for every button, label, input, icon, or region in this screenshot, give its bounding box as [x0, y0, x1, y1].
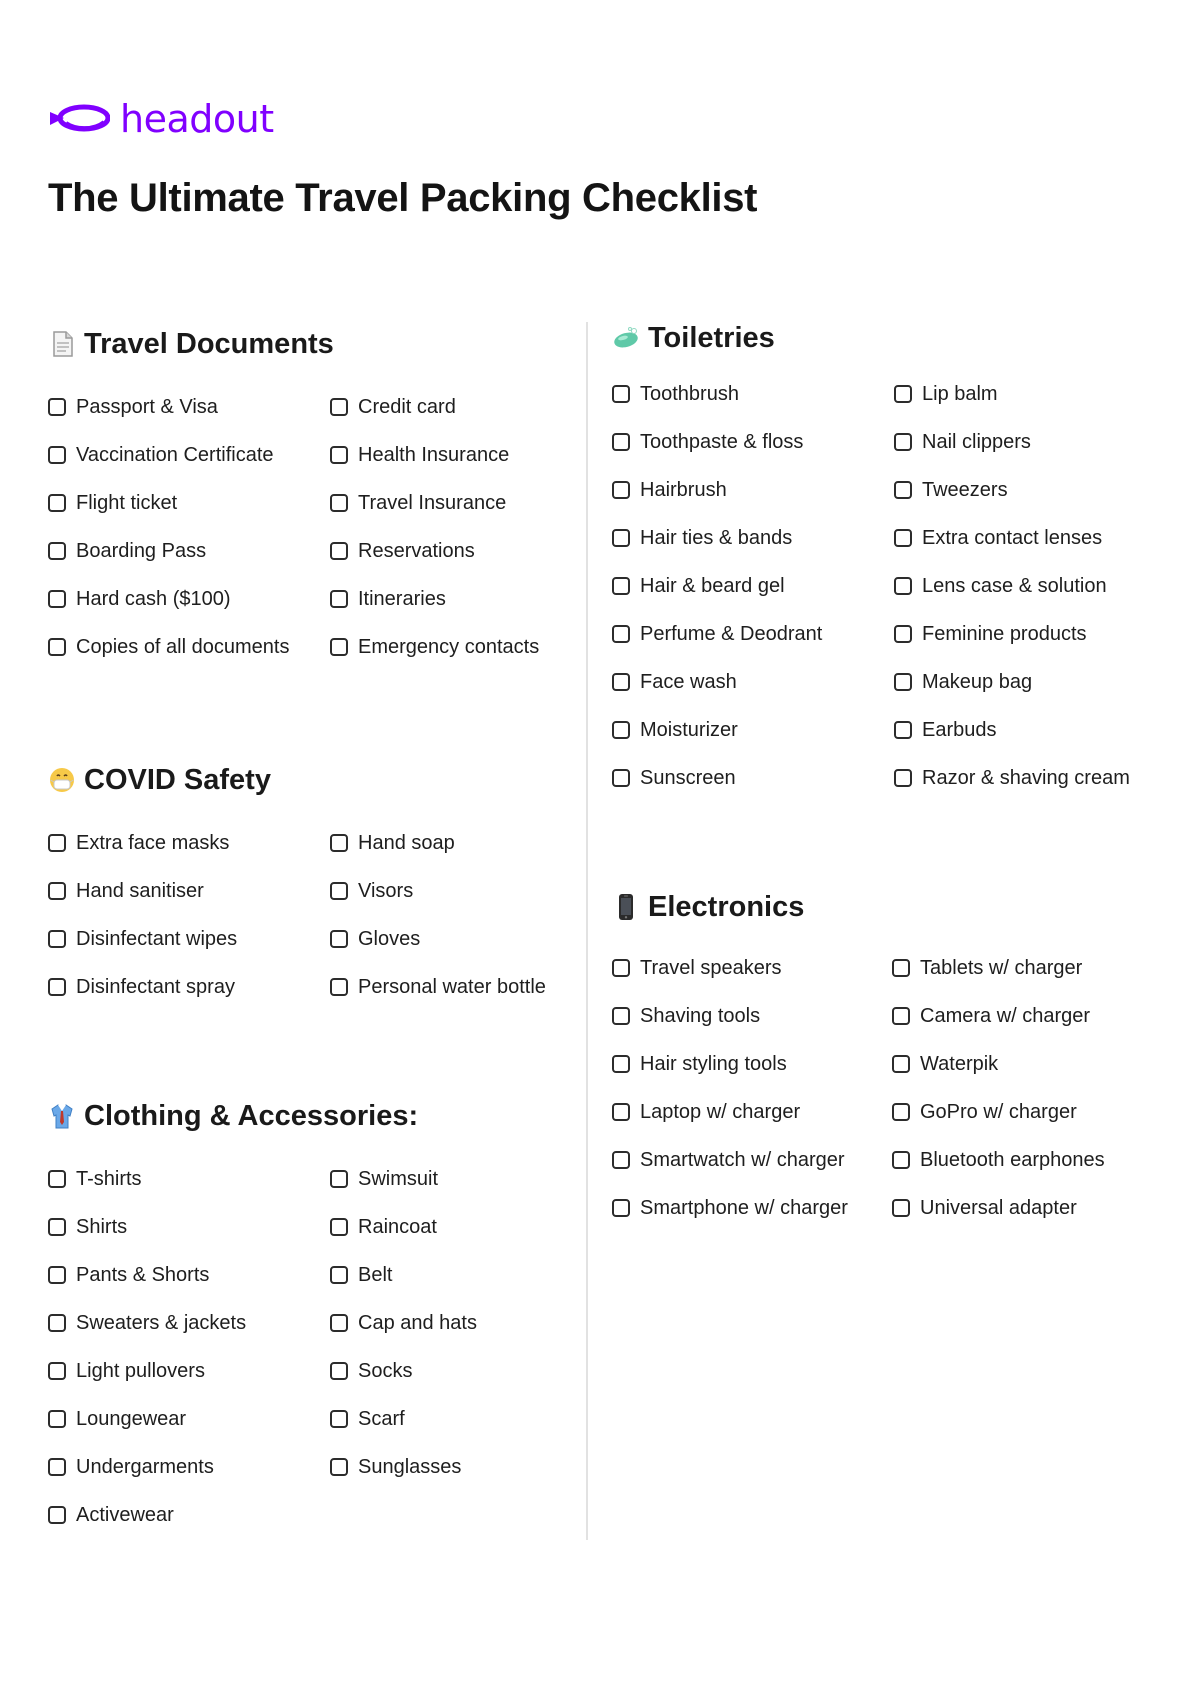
checklist-item[interactable] [330, 1310, 477, 1336]
item-label: Bluetooth earphones [920, 1149, 1105, 1171]
item-label: Gloves [358, 928, 421, 950]
checklist-item[interactable] [330, 926, 420, 952]
item-label: Sunglasses [358, 1456, 462, 1478]
checklist-item[interactable] [894, 573, 1107, 599]
checklist-item[interactable] [894, 381, 998, 407]
item-label: Activewear [76, 1504, 174, 1526]
checklist-item[interactable] [330, 1454, 461, 1480]
checklist-item[interactable] [892, 1003, 1090, 1029]
checklist-item[interactable] [892, 1195, 1077, 1221]
checklist-item[interactable] [330, 1358, 412, 1384]
checkbox[interactable] [612, 385, 630, 403]
checkbox[interactable] [48, 1458, 66, 1476]
item-label: Reservations [358, 540, 475, 562]
checklist-item[interactable] [612, 381, 739, 407]
section-toiletries [612, 316, 1130, 789]
shirt-tie-icon [48, 1102, 76, 1130]
checkbox[interactable] [892, 1055, 910, 1073]
item-label: Belt [358, 1264, 393, 1286]
checkbox[interactable] [612, 625, 630, 643]
item-label: Camera w/ charger [920, 1005, 1091, 1027]
item-label: Pants & Shorts [76, 1264, 210, 1286]
checklist-item[interactable] [892, 1051, 998, 1077]
checklist-item[interactable] [892, 955, 1082, 981]
checklist-item[interactable] [894, 621, 1087, 647]
checkbox[interactable] [330, 1314, 348, 1332]
item-label: Credit card [358, 396, 456, 418]
checkbox[interactable] [330, 930, 348, 948]
checkbox[interactable] [330, 978, 348, 996]
checkbox[interactable] [892, 959, 910, 977]
checklist-item[interactable] [894, 717, 997, 743]
checklist-item[interactable] [894, 525, 1102, 551]
checkbox[interactable] [48, 1170, 66, 1188]
item-label: Shaving tools [640, 1005, 761, 1027]
checkbox[interactable] [330, 494, 348, 512]
item-label: Makeup bag [922, 671, 1033, 693]
face-mask-icon [48, 766, 76, 794]
item-label: Tweezers [922, 479, 1008, 501]
checklist-item[interactable] [612, 717, 738, 743]
item-label: Swimsuit [358, 1168, 439, 1190]
item-label: Undergarments [76, 1456, 214, 1478]
item-label: Passport & Visa [76, 396, 218, 418]
checkbox[interactable] [330, 1458, 348, 1476]
checkbox[interactable] [48, 638, 66, 656]
checklist-item[interactable] [48, 1406, 186, 1432]
item-label: Tablets w/ charger [920, 957, 1083, 979]
checklist-item[interactable] [48, 1358, 205, 1384]
checklist-item[interactable] [330, 830, 455, 856]
section-header [612, 885, 804, 929]
checkbox[interactable] [48, 1314, 66, 1332]
item-label: Hair ties & bands [640, 527, 793, 549]
checklist-item[interactable] [48, 1262, 209, 1288]
checklist-item[interactable] [330, 538, 475, 564]
checklist-item[interactable] [48, 1310, 246, 1336]
checklist-item[interactable] [48, 830, 229, 856]
section-electronics [612, 885, 1105, 1219]
checkbox[interactable] [612, 1007, 630, 1025]
checklist-item[interactable] [892, 1147, 1105, 1173]
section-covid-safety [48, 758, 546, 998]
checklist-item[interactable] [330, 1166, 438, 1192]
section-title: Travel Documents [84, 327, 334, 360]
checklist-item[interactable] [330, 1406, 405, 1432]
checkbox[interactable] [612, 481, 630, 499]
checklist-item[interactable] [330, 974, 546, 1000]
checklist-item[interactable] [48, 926, 237, 952]
checklist-item[interactable] [48, 1214, 127, 1240]
section-header [612, 316, 775, 360]
item-label: Health Insurance [358, 444, 510, 466]
item-label: Flight ticket [76, 492, 178, 514]
checkbox[interactable] [894, 433, 912, 451]
item-label: Lip balm [922, 383, 998, 405]
checkbox[interactable] [612, 529, 630, 547]
checkbox[interactable] [330, 542, 348, 560]
checkbox[interactable] [612, 1103, 630, 1121]
item-label: GoPro w/ charger [920, 1101, 1077, 1123]
item-label: Razor & shaving cream [922, 767, 1130, 789]
document-icon [48, 330, 76, 358]
item-label: Moisturizer [640, 719, 738, 741]
checkbox[interactable] [330, 1218, 348, 1236]
soap-icon [612, 324, 640, 352]
checklist-item[interactable] [48, 1166, 142, 1192]
checklist-item[interactable] [48, 394, 218, 420]
item-label: Hair styling tools [640, 1053, 787, 1075]
checkbox[interactable] [612, 721, 630, 739]
item-label: Extra contact lenses [922, 527, 1103, 549]
checkbox[interactable] [330, 1410, 348, 1428]
item-label: Hand soap [358, 832, 455, 854]
checkbox[interactable] [330, 590, 348, 608]
checklist-item[interactable] [48, 878, 204, 904]
item-label: Raincoat [358, 1216, 437, 1238]
checklist-item[interactable] [612, 955, 782, 981]
checklist-item[interactable] [612, 525, 792, 551]
column-divider [586, 322, 588, 1540]
checklist-item[interactable] [894, 669, 1032, 695]
mobile-phone-icon [612, 893, 640, 921]
checkbox[interactable] [892, 1007, 910, 1025]
item-label: Travel speakers [640, 957, 782, 979]
item-label: Universal adapter [920, 1197, 1077, 1219]
item-label: Visors [358, 880, 414, 902]
item-label: Itineraries [358, 588, 446, 610]
checklist-item[interactable] [330, 586, 446, 612]
checklist-item[interactable] [612, 1099, 800, 1125]
item-label: Hair & beard gel [640, 575, 785, 597]
item-label: Emergency contacts [358, 636, 540, 658]
checkbox[interactable] [48, 1218, 66, 1236]
item-label: Disinfectant wipes [76, 928, 238, 950]
page-title: The Ultimate Travel Packing Checklist [48, 176, 758, 220]
item-label: Extra face masks [76, 832, 230, 854]
item-label: Socks [358, 1360, 413, 1382]
checkbox[interactable] [48, 446, 66, 464]
item-label: Personal water bottle [358, 976, 546, 998]
checkbox[interactable] [612, 959, 630, 977]
item-label: Travel Insurance [358, 492, 507, 514]
item-label: Cap and hats [358, 1312, 477, 1334]
checklist-item[interactable] [612, 621, 822, 647]
checklist-item[interactable] [612, 1195, 848, 1221]
checkbox[interactable] [48, 494, 66, 512]
checklist-item[interactable] [894, 765, 1130, 791]
checkbox[interactable] [48, 882, 66, 900]
checklist-item[interactable] [330, 394, 456, 420]
item-label: Toothpaste & floss [640, 431, 804, 453]
item-label: Earbuds [922, 719, 997, 741]
checkbox[interactable] [612, 433, 630, 451]
checkbox[interactable] [330, 398, 348, 416]
checkbox[interactable] [330, 446, 348, 464]
checkbox[interactable] [48, 978, 66, 996]
checklist-item[interactable] [330, 878, 413, 904]
checkbox[interactable] [612, 1151, 630, 1169]
item-label: Nail clippers [922, 431, 1031, 453]
checklist-item[interactable] [612, 1003, 760, 1029]
checklist-item[interactable] [612, 1147, 845, 1173]
item-label: T-shirts [76, 1168, 142, 1190]
section-header [48, 758, 271, 802]
checklist-item[interactable] [48, 538, 206, 564]
item-label: Smartphone w/ charger [640, 1197, 848, 1219]
checkbox[interactable] [48, 1266, 66, 1284]
checkbox[interactable] [894, 481, 912, 499]
section-header [48, 322, 334, 366]
checkbox[interactable] [48, 1362, 66, 1380]
section-travel-documents [48, 322, 540, 658]
checkbox[interactable] [892, 1103, 910, 1121]
checkbox[interactable] [892, 1199, 910, 1217]
item-label: Loungewear [76, 1408, 187, 1430]
checklist-item[interactable] [894, 429, 1031, 455]
item-label: Disinfectant spray [76, 976, 235, 998]
item-label: Perfume & Deodrant [640, 623, 823, 645]
item-label: Lens case & solution [922, 575, 1107, 597]
checklist-item[interactable] [894, 477, 1008, 503]
item-label: Sunscreen [640, 767, 736, 789]
item-label: Hand sanitiser [76, 880, 204, 902]
item-label: Hard cash ($100) [76, 588, 231, 610]
checkbox[interactable] [48, 398, 66, 416]
checkbox[interactable] [330, 882, 348, 900]
section-title: Clothing & Accessories: [84, 1099, 419, 1132]
checklist-item[interactable] [330, 490, 506, 516]
checkbox[interactable] [612, 577, 630, 595]
checklist-item[interactable] [892, 1099, 1077, 1125]
checkbox[interactable] [894, 625, 912, 643]
item-label: Smartwatch w/ charger [640, 1149, 845, 1171]
checkbox[interactable] [48, 1506, 66, 1524]
checkbox[interactable] [612, 1055, 630, 1073]
checkbox[interactable] [894, 577, 912, 595]
checkbox[interactable] [48, 834, 66, 852]
checklist-item[interactable] [48, 974, 235, 1000]
checkbox[interactable] [330, 834, 348, 852]
checklist-item[interactable] [48, 490, 177, 516]
checklist-item[interactable] [612, 669, 737, 695]
checklist-item[interactable] [612, 477, 727, 503]
checkbox[interactable] [894, 721, 912, 739]
checkbox[interactable] [330, 1170, 348, 1188]
checkbox[interactable] [48, 930, 66, 948]
brand-name: headout [120, 97, 274, 141]
checklist-item[interactable] [48, 1502, 174, 1528]
checklist-item[interactable] [612, 765, 736, 791]
checkbox[interactable] [612, 769, 630, 787]
checkbox[interactable] [892, 1151, 910, 1169]
checkbox[interactable] [894, 673, 912, 691]
item-label: Feminine products [922, 623, 1087, 645]
item-label: Laptop w/ charger [640, 1101, 801, 1123]
item-label: Waterpik [920, 1053, 999, 1075]
checklist-item[interactable] [612, 429, 803, 455]
checkbox[interactable] [894, 769, 912, 787]
checkbox[interactable] [48, 590, 66, 608]
section-title: COVID Safety [84, 763, 271, 796]
checkbox[interactable] [612, 1199, 630, 1217]
checkbox[interactable] [612, 673, 630, 691]
section-title: Electronics [648, 890, 805, 923]
checkbox[interactable] [48, 1410, 66, 1428]
section-clothing-accessories [48, 1094, 477, 1526]
section-title: Toiletries [648, 321, 775, 354]
item-label: Vaccination Certificate [76, 444, 274, 466]
checklist-item[interactable] [330, 1214, 437, 1240]
checklist-item[interactable] [48, 442, 274, 468]
checkbox[interactable] [48, 542, 66, 560]
item-label: Light pullovers [76, 1360, 205, 1382]
checklist-item[interactable] [48, 634, 289, 660]
section-header [48, 1094, 418, 1138]
checkbox[interactable] [330, 638, 348, 656]
item-label: Boarding Pass [76, 540, 207, 562]
checklist-item[interactable] [612, 573, 785, 599]
checklist-item[interactable] [330, 442, 509, 468]
checklist-item[interactable] [48, 586, 231, 612]
item-label: Scarf [358, 1408, 405, 1430]
checklist-item[interactable] [48, 1454, 214, 1480]
checkbox[interactable] [330, 1266, 348, 1284]
checklist-item[interactable] [330, 634, 539, 660]
checkbox[interactable] [330, 1362, 348, 1380]
item-label: Hairbrush [640, 479, 727, 501]
checkbox[interactable] [894, 385, 912, 403]
item-label: Sweaters & jackets [76, 1312, 247, 1334]
item-label: Shirts [76, 1216, 128, 1238]
blimp-logo-icon [48, 101, 110, 137]
checklist-item[interactable] [330, 1262, 392, 1288]
checkbox[interactable] [894, 529, 912, 547]
checklist-item[interactable] [612, 1051, 787, 1077]
headout-logo [48, 97, 274, 141]
item-label: Copies of all documents [76, 636, 290, 658]
item-label: Face wash [640, 671, 737, 693]
item-label: Toothbrush [640, 383, 739, 405]
